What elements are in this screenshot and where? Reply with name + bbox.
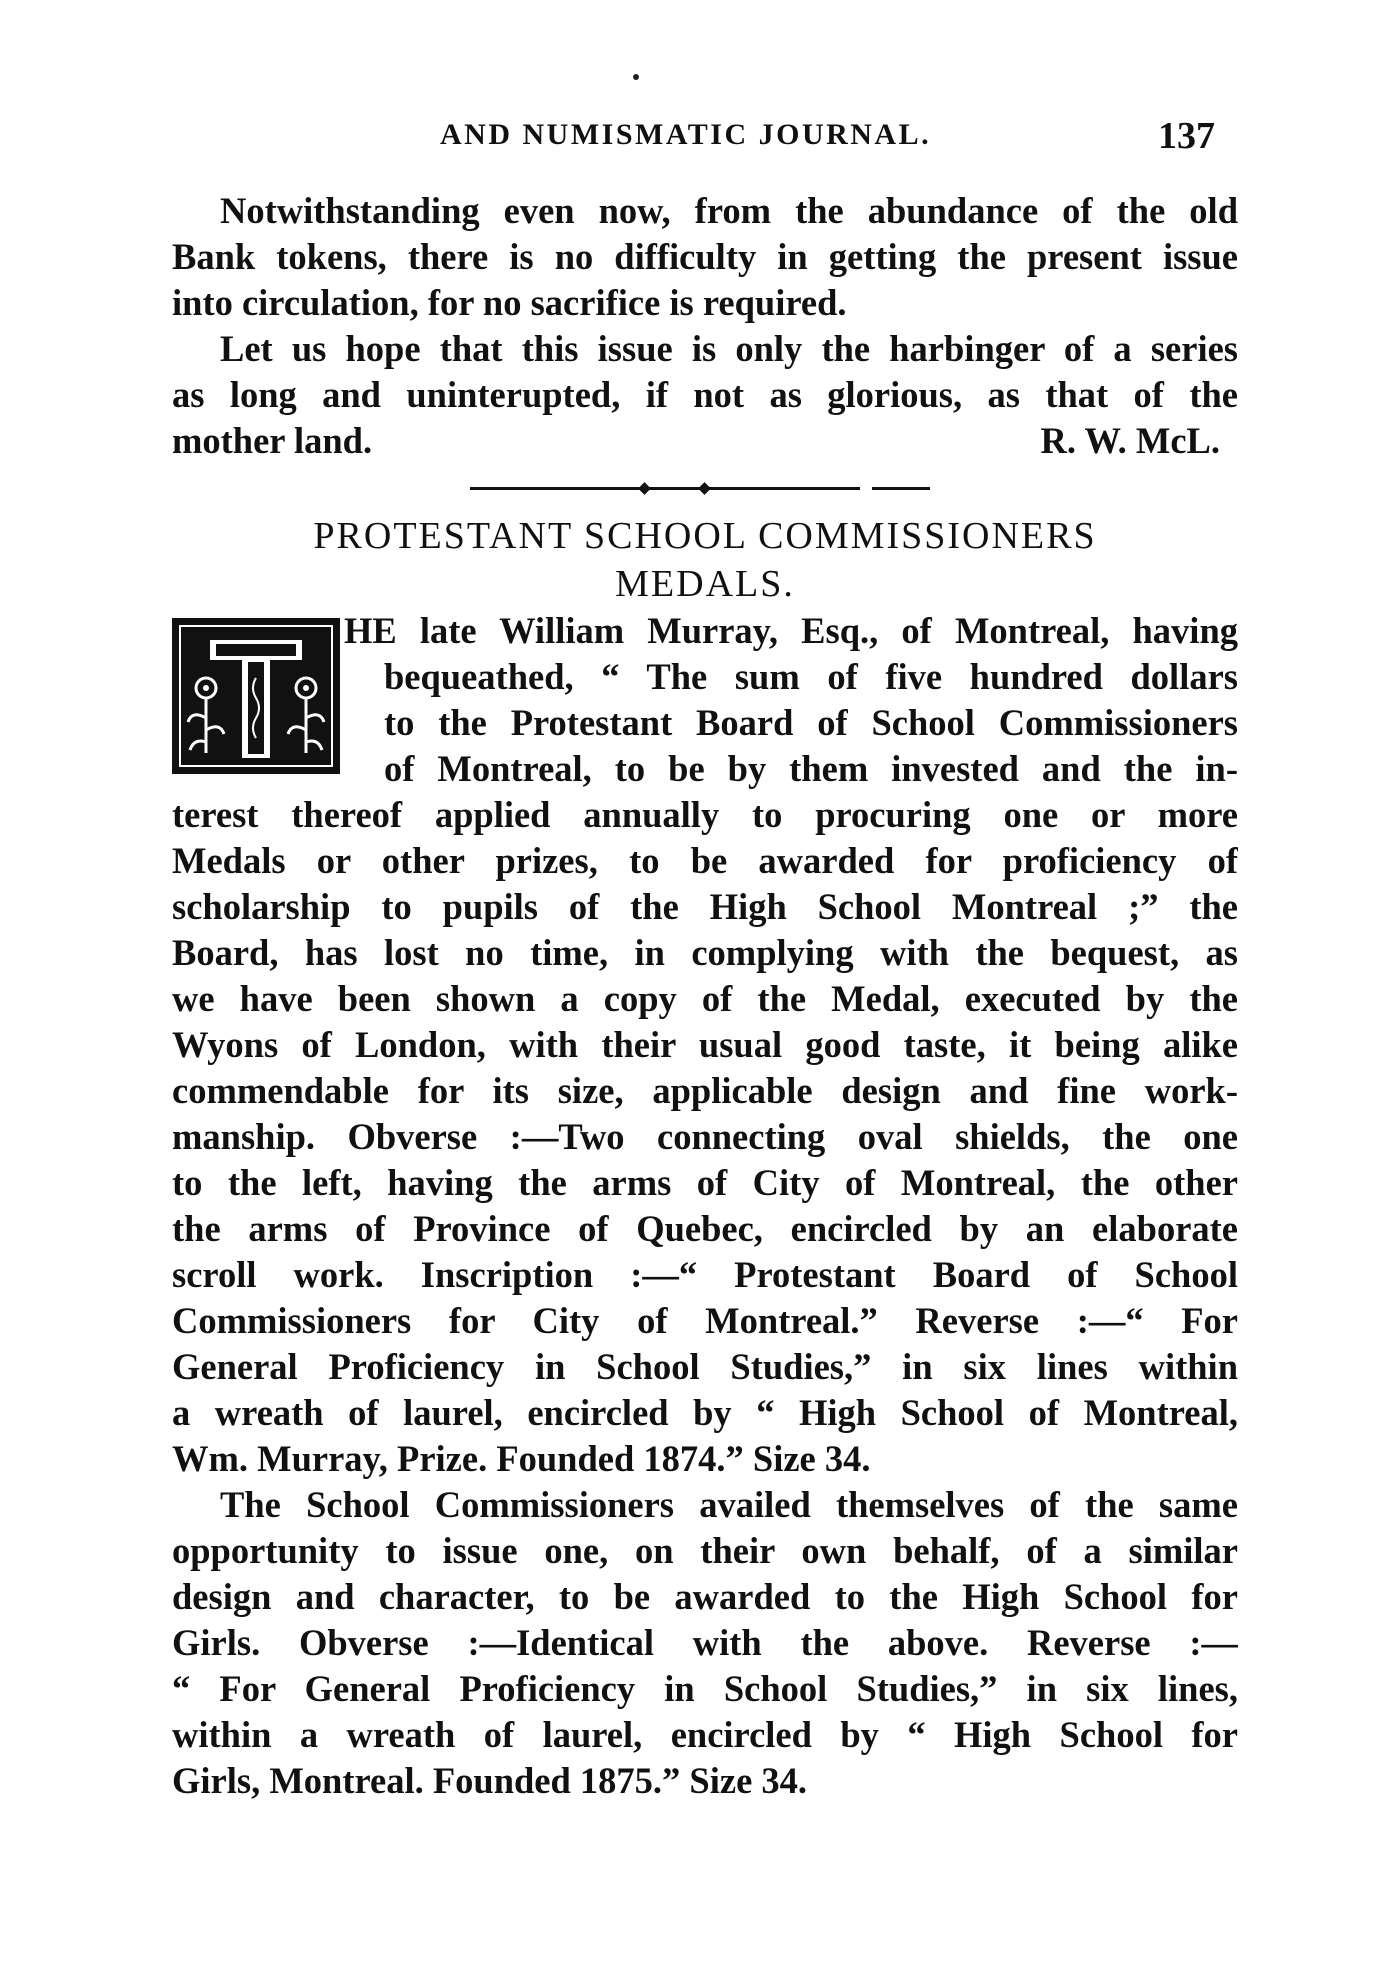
article-heading xyxy=(172,512,1238,608)
text-line: Bank tokens, there is no difficulty in getting the present issue xyxy=(172,236,1238,277)
text-line: scholarship to pupils of the High School Montreal ;” the xyxy=(172,886,1238,927)
dropcap-text xyxy=(344,608,1238,792)
heading-line: PROTESTANT SCHOOL COMMISSIONERS xyxy=(313,515,1097,557)
text-line: bequeathed, “ The sum of five hundred dollars xyxy=(384,656,1238,697)
text-line: to the Protestant Board of School Commissioners xyxy=(384,702,1238,743)
text-line: we have been shown a copy of the Medal, executed by the xyxy=(172,978,1238,1019)
text-line: Wyons of London, with their usual good taste, it being alike xyxy=(172,1024,1238,1065)
text-line: within a wreath of laurel, encircled by “ High School for xyxy=(172,1714,1238,1755)
text-line: as long and uninterupted, if not as glorious, as that of the xyxy=(172,374,1238,415)
text-line: design and character, to be awarded to the High School for xyxy=(172,1576,1238,1617)
text-line: a wreath of laurel, encircled by “ High School of Montreal, xyxy=(172,1392,1238,1433)
text-line: into circulation, for no sacrifice is required. xyxy=(172,282,847,323)
text-line: The School Commissioners availed themselves of the same xyxy=(220,1484,1238,1525)
running-head-title: AND NUMISMATIC JOURNAL. xyxy=(440,118,932,151)
rule-ornament xyxy=(638,482,651,495)
page-number: 137 xyxy=(1158,115,1215,157)
text-line: Girls, Montreal. Founded 1875.” Size 34. xyxy=(172,1760,808,1801)
page-mark xyxy=(633,74,639,80)
running-head xyxy=(0,115,1382,158)
text-line: Let us hope that this issue is only the harbinger of a series xyxy=(220,328,1238,369)
text-line: commendable for its size, applicable design and fine work- xyxy=(172,1070,1238,1111)
text-line: the arms of Province of Quebec, encircled by an elaborate xyxy=(172,1208,1238,1249)
section-rule xyxy=(872,487,930,490)
intro-text xyxy=(172,188,1238,464)
text-line: terest thereof applied annually to procuring one or more xyxy=(172,794,1238,835)
text-line: HE late William Murray, Esq., of Montreal, having xyxy=(344,610,1238,651)
text-line: Commissioners for City of Montreal.” Reverse :—“ For xyxy=(172,1300,1238,1341)
text-line: Notwithstanding even now, from the abundance of the old xyxy=(220,190,1238,231)
ornamental-dropcap-t xyxy=(172,618,340,774)
heading-line: MEDALS. xyxy=(615,563,795,605)
author-signature: R. W. McL. xyxy=(1040,420,1220,461)
article-body xyxy=(172,792,1238,1804)
rule-ornament xyxy=(698,482,711,495)
text-line: manship. Obverse :—Two connecting oval shields, the one xyxy=(172,1116,1238,1157)
signature-line xyxy=(172,418,1238,464)
text-line: Board, has lost no time, in complying with the bequest, as xyxy=(172,932,1238,973)
text-line: opportunity to issue one, on their own behalf, of a similar xyxy=(172,1530,1238,1571)
text-line: Wm. Murray, Prize. Founded 1874.” Size 34. xyxy=(172,1438,871,1479)
text-line: Girls. Obverse :—Identical with the above. Reverse :— xyxy=(172,1622,1238,1663)
text-line: of Montreal, to be by them invested and the in- xyxy=(384,748,1238,789)
text-line: scroll work. Inscription :—“ Protestant Board of School xyxy=(172,1254,1238,1295)
text-line: Medals or other prizes, to be awarded for proficiency of xyxy=(172,840,1238,881)
text-line: “ For General Proficiency in School Studies,” in six lines, xyxy=(172,1668,1238,1709)
text-line: mother land. xyxy=(172,420,373,461)
text-line: to the left, having the arms of City of Montreal, the other xyxy=(172,1162,1238,1203)
section-rule xyxy=(470,487,860,490)
text-line: General Proficiency in School Studies,” in six lines within xyxy=(172,1346,1238,1387)
